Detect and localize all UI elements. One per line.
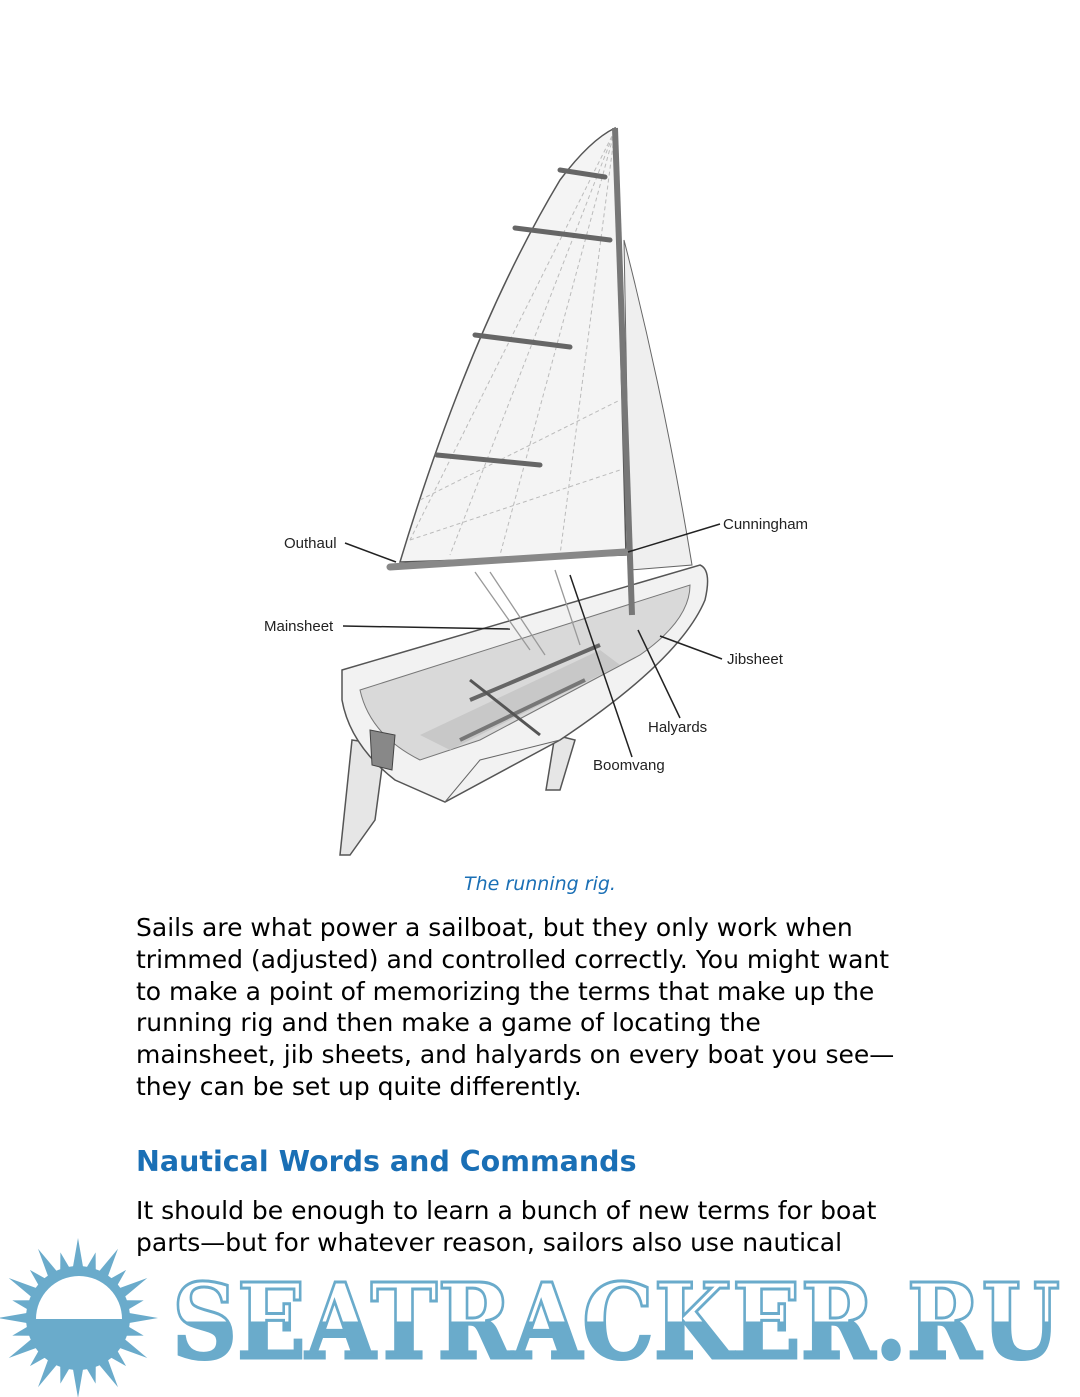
- text-line: trimmed (adjusted) and controlled correctly. You might want: [136, 944, 890, 974]
- label-halyards: Halyards: [648, 719, 708, 736]
- text-line: to make a point of memorizing the terms that make up the: [136, 976, 875, 1006]
- sun-ray: [72, 1238, 83, 1270]
- sun-icon: [0, 1238, 158, 1397]
- text-line: they can be set up quite differently.: [136, 1071, 582, 1101]
- label-mainsheet: Mainsheet: [264, 618, 334, 635]
- sun-ray: [126, 1312, 158, 1323]
- text-line: mainsheet, jib sheets, and halyards on every boat you see—: [136, 1040, 895, 1070]
- figure-caption: The running rig.: [464, 873, 616, 895]
- running-rig-illustration: [250, 120, 850, 865]
- label-cunningham: Cunningham: [723, 516, 809, 533]
- body-paragraph: [136, 912, 894, 1103]
- text-line: parts—but for whatever reason, sailors also use nautical: [136, 1227, 843, 1257]
- label-boomvang: Boomvang: [593, 757, 665, 774]
- text-line: Sails are what power a sailboat, but they only work when: [136, 913, 853, 942]
- label-jibsheet: Jibsheet: [727, 651, 783, 668]
- section-heading: Nautical Words and Commands: [136, 1145, 637, 1178]
- label-outhaul: Outhaul: [284, 535, 337, 552]
- text-line: running rig and then make a game of locating the: [136, 1008, 761, 1038]
- watermark-logo: [0, 1238, 1080, 1397]
- sun-ray: [0, 1312, 30, 1323]
- watermark-text: SEATRACKER.RU: [172, 1260, 1060, 1383]
- sun-ray: [72, 1366, 83, 1397]
- text-line: It should be enough to learn a bunch of new terms for boat: [136, 1196, 877, 1225]
